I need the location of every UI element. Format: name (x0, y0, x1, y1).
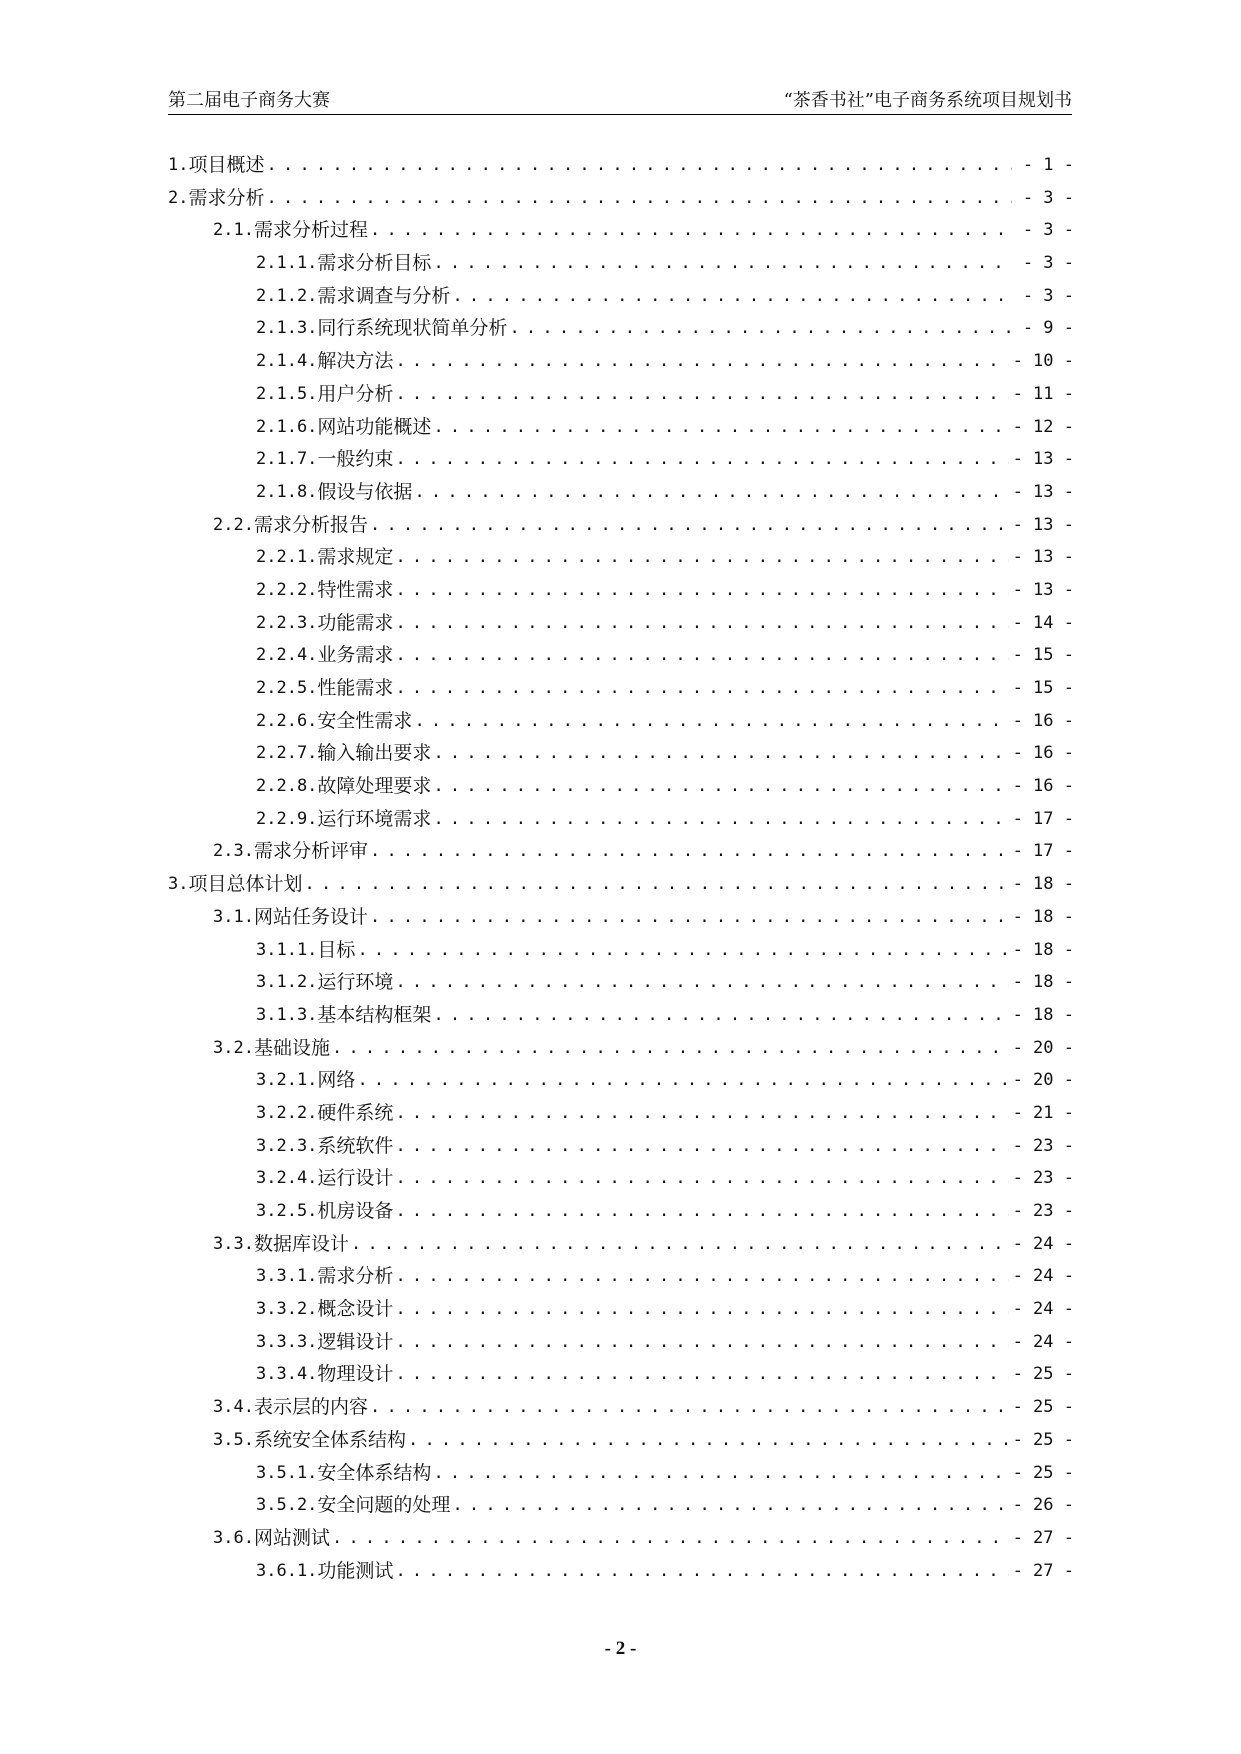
toc-entry-title: 一般约束 (317, 448, 394, 471)
toc-entry-title: 同行系统现状简单分析 (317, 317, 508, 340)
toc-dot-leader (370, 906, 1009, 928)
toc-entry-title: 需求分析 (188, 186, 265, 209)
toc-entry-page: - 3 - (1022, 285, 1074, 306)
toc-entry-title: 运行环境 (317, 971, 394, 994)
toc-entry-page: - 24 - (1012, 1331, 1074, 1352)
toc-dot-leader (452, 1494, 1008, 1516)
toc-entry[interactable] (168, 1560, 1074, 1593)
toc-entry-number: 2.3. (213, 841, 254, 862)
toc-entry[interactable] (168, 1037, 1074, 1070)
toc-entry[interactable] (168, 350, 1074, 383)
toc-dot-leader (267, 154, 1013, 176)
toc-entry-title: 运行设计 (317, 1167, 394, 1190)
toc-entry-number: 3.3.1. (256, 1266, 318, 1287)
toc-entry-title: 项目概述 (188, 154, 265, 176)
toc-dot-leader (351, 1233, 1009, 1255)
toc-entry[interactable] (168, 873, 1074, 906)
toc-entry-title: 安全体系结构 (317, 1461, 432, 1484)
toc-entry-page: - 11 - (1012, 383, 1074, 404)
toc-dot-leader (433, 1462, 1008, 1484)
toc-entry[interactable] (168, 1004, 1074, 1037)
toc-dot-leader (395, 1331, 1008, 1353)
toc-entry[interactable] (168, 187, 1074, 220)
toc-entry-title: 逻辑设计 (317, 1330, 394, 1353)
toc-entry-page: - 25 - (1012, 1462, 1074, 1483)
toc-entry-number: 3.1.1. (256, 939, 318, 960)
toc-entry-number: 2.2.3. (256, 612, 318, 633)
toc-entry-page: - 27 - (1012, 1527, 1074, 1548)
toc-dot-leader (395, 1135, 1008, 1157)
toc-entry-title: 系统软件 (317, 1134, 394, 1157)
toc-entry-number: 3.2.5. (256, 1201, 318, 1221)
toc-entry[interactable] (168, 710, 1074, 743)
toc-dot-leader (433, 808, 1008, 830)
toc-entry[interactable] (168, 1167, 1074, 1200)
toc-entry-title: 需求调查与分析 (317, 284, 451, 307)
toc-entry-title: 需求规定 (317, 546, 394, 569)
toc-entry-number: 3.1. (213, 906, 254, 927)
toc-entry-number: 2.2.4. (256, 645, 318, 666)
toc-entry[interactable] (168, 252, 1074, 285)
toc-entry-title: 特性需求 (317, 578, 394, 601)
toc-entry-page: - 1 - (1022, 155, 1074, 175)
toc-entry[interactable] (168, 1102, 1074, 1135)
toc-entry-page: - 20 - (1012, 1037, 1074, 1058)
toc-entry-title: 假设与依据 (317, 480, 413, 503)
toc-dot-leader (408, 1429, 1009, 1451)
toc-dot-leader (433, 416, 1008, 438)
toc-entry-page: - 23 - (1012, 1201, 1074, 1221)
toc-entry-number: 2.1.2. (256, 285, 318, 306)
toc-dot-leader (370, 1396, 1009, 1418)
toc-dot-leader (433, 1004, 1008, 1026)
toc-entry-title: 解决方法 (317, 350, 394, 373)
toc-dot-leader (395, 1560, 1008, 1582)
toc-entry-number: 2.2.5. (256, 678, 318, 698)
toc-dot-leader (395, 1363, 1008, 1385)
toc-entry[interactable] (168, 840, 1074, 873)
toc-entry-title: 基本结构框架 (317, 1003, 432, 1026)
toc-entry[interactable] (168, 1233, 1074, 1266)
toc-dot-leader (395, 579, 1008, 601)
toc-entry-number: 2.1.4. (256, 351, 318, 372)
toc-entry[interactable] (168, 677, 1074, 710)
toc-entry[interactable] (168, 1429, 1074, 1462)
toc-entry[interactable] (168, 775, 1074, 808)
toc-entry-page: - 15 - (1012, 678, 1074, 698)
toc-entry-title: 物理设计 (317, 1363, 394, 1386)
toc-dot-leader (395, 612, 1008, 634)
toc-entry-number: 2.2.6. (256, 710, 318, 731)
toc-entry-title: 需求分析过程 (253, 219, 368, 242)
toc-entry-number: 3.5.2. (256, 1495, 318, 1516)
toc-dot-leader (357, 1069, 1008, 1091)
page-number: - 2 - (604, 1638, 637, 1659)
toc-entry[interactable] (168, 1200, 1074, 1233)
toc-entry[interactable] (168, 546, 1074, 579)
toc-entry-number: 2.2.1. (256, 547, 318, 568)
toc-entry-page: - 25 - (1012, 1364, 1074, 1385)
toc-entry-page: - 16 - (1012, 743, 1074, 764)
toc-entry[interactable] (168, 481, 1074, 514)
toc-entry-title: 网站测试 (253, 1526, 330, 1549)
toc-entry-title: 需求分析报告 (253, 513, 368, 536)
toc-entry-number: 3.5.1. (256, 1462, 318, 1483)
toc-entry[interactable] (168, 1494, 1074, 1527)
toc-dot-leader (332, 1527, 1009, 1549)
toc-entry[interactable] (168, 317, 1074, 350)
toc-dot-leader (370, 514, 1009, 536)
toc-entry-title: 安全问题的处理 (317, 1494, 451, 1517)
toc-dot-leader (509, 317, 1012, 339)
toc-dot-leader (452, 285, 1012, 307)
toc-entry-number: 2.2.9. (256, 808, 318, 829)
toc-dot-leader (395, 1298, 1008, 1320)
toc-entry-title: 目标 (317, 938, 356, 961)
toc-entry-number: 2.1.1. (256, 253, 318, 274)
toc-entry-number: 3.3. (213, 1233, 254, 1254)
toc-entry-number: 3.2.2. (256, 1102, 318, 1123)
toc-entry-page: - 14 - (1012, 612, 1074, 633)
toc-entry-title: 输入输出要求 (317, 742, 432, 765)
toc-dot-leader (305, 873, 1009, 895)
header-right-title: “茶香书社”电子商务系统项目规划书 (783, 90, 1072, 111)
toc-entry-title: 业务需求 (317, 644, 394, 667)
toc-entry-number: 2.2.2. (256, 579, 318, 600)
toc-dot-leader (395, 546, 1008, 568)
toc-entry-page: - 25 - (1012, 1429, 1074, 1450)
toc-entry-title: 网络 (317, 1069, 356, 1092)
toc-entry-page: - 24 - (1012, 1266, 1074, 1287)
toc-entry-page: - 17 - (1012, 841, 1074, 862)
toc-entry-page: - 13 - (1012, 514, 1074, 535)
toc-entry-title: 基础设施 (253, 1036, 330, 1059)
page-header (168, 86, 1072, 115)
toc-dot-leader (395, 1265, 1008, 1287)
toc-entry-number: 3.3.2. (256, 1299, 318, 1320)
toc-entry[interactable] (168, 383, 1074, 416)
toc-dot-leader (395, 1167, 1008, 1189)
toc-entry-number: 1. (168, 155, 189, 175)
header-left-title: 第二届电子商务大赛 (168, 90, 330, 111)
toc-entry-page: - 9 - (1022, 318, 1074, 339)
table-of-contents (168, 154, 1074, 1592)
toc-entry-page: - 10 - (1012, 351, 1074, 372)
toc-entry-page: - 3 - (1022, 220, 1074, 241)
toc-entry-page: - 18 - (1012, 939, 1074, 960)
toc-dot-leader (357, 939, 1008, 961)
toc-entry-number: 3.5. (213, 1429, 254, 1450)
toc-entry-page: - 20 - (1012, 1070, 1074, 1091)
toc-entry-number: 2.1.7. (256, 449, 318, 470)
toc-entry[interactable] (168, 1135, 1074, 1168)
toc-entry-page: - 23 - (1012, 1135, 1074, 1156)
toc-entry[interactable] (168, 285, 1074, 318)
toc-entry-title: 需求分析 (317, 1265, 394, 1288)
toc-entry-number: 3.3.3. (256, 1331, 318, 1352)
toc-entry[interactable] (168, 1363, 1074, 1396)
toc-entry-number: 2.2.8. (256, 776, 318, 797)
toc-entry-page: - 16 - (1012, 776, 1074, 797)
toc-entry[interactable] (168, 1069, 1074, 1102)
toc-entry-title: 功能测试 (317, 1559, 394, 1582)
toc-entry[interactable] (168, 1298, 1074, 1331)
toc-entry[interactable] (168, 514, 1074, 547)
toc-entry-page: - 13 - (1012, 449, 1074, 470)
toc-entry-title: 需求分析评审 (253, 840, 368, 863)
toc-entry-title: 性能需求 (317, 677, 394, 699)
toc-entry-page: - 15 - (1012, 645, 1074, 666)
toc-entry-number: 2.1.3. (256, 318, 318, 339)
toc-entry-title: 概念设计 (317, 1298, 394, 1321)
toc-entry-title: 数据库设计 (253, 1232, 349, 1255)
toc-dot-leader (414, 481, 1008, 503)
toc-entry-page: - 18 - (1012, 906, 1074, 927)
toc-entry-page: - 27 - (1012, 1560, 1074, 1581)
toc-entry-page: - 24 - (1012, 1233, 1074, 1254)
toc-entry-title: 安全性需求 (317, 709, 413, 732)
toc-entry-page: - 18 - (1012, 874, 1074, 895)
toc-entry[interactable] (168, 1527, 1074, 1560)
toc-dot-leader (395, 971, 1008, 993)
toc-dot-leader (414, 710, 1008, 732)
toc-entry[interactable] (168, 448, 1074, 481)
toc-entry-page: - 18 - (1012, 1004, 1074, 1025)
toc-entry[interactable] (168, 808, 1074, 841)
toc-dot-leader (370, 840, 1009, 862)
toc-dot-leader (433, 775, 1008, 797)
toc-dot-leader (395, 448, 1008, 470)
toc-entry-title: 网站任务设计 (253, 905, 368, 928)
toc-entry-page: - 13 - (1012, 579, 1074, 600)
toc-entry-title: 需求分析目标 (317, 252, 432, 275)
toc-entry-title: 表示层的内容 (253, 1396, 368, 1419)
toc-entry-page: - 25 - (1012, 1397, 1074, 1418)
toc-entry-page: - 24 - (1012, 1299, 1074, 1320)
toc-entry[interactable] (168, 644, 1074, 677)
toc-dot-leader (267, 187, 1013, 209)
toc-entry-number: 2.2. (213, 514, 254, 535)
toc-entry-number: 3.2. (213, 1037, 254, 1058)
toc-entry-title: 项目总体计划 (188, 873, 303, 896)
toc-entry-page: - 18 - (1012, 972, 1074, 993)
toc-entry[interactable] (168, 1331, 1074, 1364)
toc-dot-leader (395, 350, 1008, 372)
toc-entry-title: 系统安全体系结构 (253, 1428, 406, 1451)
toc-entry-number: 3.3.4. (256, 1364, 318, 1385)
toc-entry-number: 3.6.1. (256, 1560, 318, 1581)
toc-entry-title: 功能需求 (317, 611, 394, 634)
toc-entry-number: 3.6. (213, 1527, 254, 1548)
toc-entry[interactable] (168, 1462, 1074, 1495)
toc-entry-page: - 12 - (1012, 416, 1074, 437)
toc-entry-number: 3. (168, 874, 189, 895)
toc-entry-page: - 3 - (1022, 187, 1074, 208)
toc-entry-number: 3.2.1. (256, 1070, 318, 1091)
toc-entry[interactable] (168, 219, 1074, 252)
toc-dot-leader (395, 383, 1008, 405)
toc-entry-number: 3.4. (213, 1397, 254, 1418)
toc-entry-title: 运行环境需求 (317, 807, 432, 830)
toc-entry-page: - 23 - (1012, 1168, 1074, 1189)
toc-dot-leader (395, 1200, 1008, 1222)
toc-entry[interactable] (168, 154, 1074, 187)
toc-entry[interactable] (168, 742, 1074, 775)
toc-dot-leader (332, 1037, 1009, 1059)
toc-entry-title: 硬件系统 (317, 1101, 394, 1124)
toc-entry-number: 3.2.3. (256, 1135, 318, 1156)
toc-entry[interactable] (168, 906, 1074, 939)
toc-entry[interactable] (168, 971, 1074, 1004)
toc-dot-leader (370, 219, 1012, 241)
toc-entry-title: 故障处理要求 (317, 775, 432, 798)
toc-entry-number: 2.1.8. (256, 481, 318, 502)
toc-entry-number: 3.1.2. (256, 972, 318, 993)
toc-entry[interactable] (168, 579, 1074, 612)
toc-entry-title: 网站功能概述 (317, 415, 432, 438)
toc-entry-page: - 26 - (1012, 1495, 1074, 1516)
toc-entry[interactable] (168, 416, 1074, 449)
toc-entry-page: - 3 - (1022, 253, 1074, 274)
toc-entry-page: - 16 - (1012, 710, 1074, 731)
toc-dot-leader (395, 1102, 1008, 1124)
toc-entry-number: 3.2.4. (256, 1168, 318, 1189)
toc-entry[interactable] (168, 939, 1074, 972)
toc-entry-number: 2.1. (213, 220, 254, 241)
toc-entry-number: 3.1.3. (256, 1004, 318, 1025)
toc-entry-number: 2. (168, 187, 189, 208)
toc-entry[interactable] (168, 1396, 1074, 1429)
toc-entry[interactable] (168, 612, 1074, 645)
toc-dot-leader (395, 644, 1008, 666)
toc-entry-page: - 13 - (1012, 481, 1074, 502)
toc-dot-leader (433, 742, 1008, 764)
toc-dot-leader (433, 252, 1012, 274)
toc-entry-title: 用户分析 (317, 382, 394, 405)
toc-entry-page: - 17 - (1012, 808, 1074, 829)
toc-entry-title: 机房设备 (317, 1200, 394, 1222)
toc-entry-number: 2.1.6. (256, 416, 318, 437)
toc-entry-page: - 21 - (1012, 1102, 1074, 1123)
toc-entry-page: - 13 - (1012, 547, 1074, 568)
toc-entry[interactable] (168, 1265, 1074, 1298)
toc-dot-leader (395, 677, 1008, 699)
toc-entry-number: 2.1.5. (256, 383, 318, 404)
toc-entry-number: 2.2.7. (256, 743, 318, 764)
